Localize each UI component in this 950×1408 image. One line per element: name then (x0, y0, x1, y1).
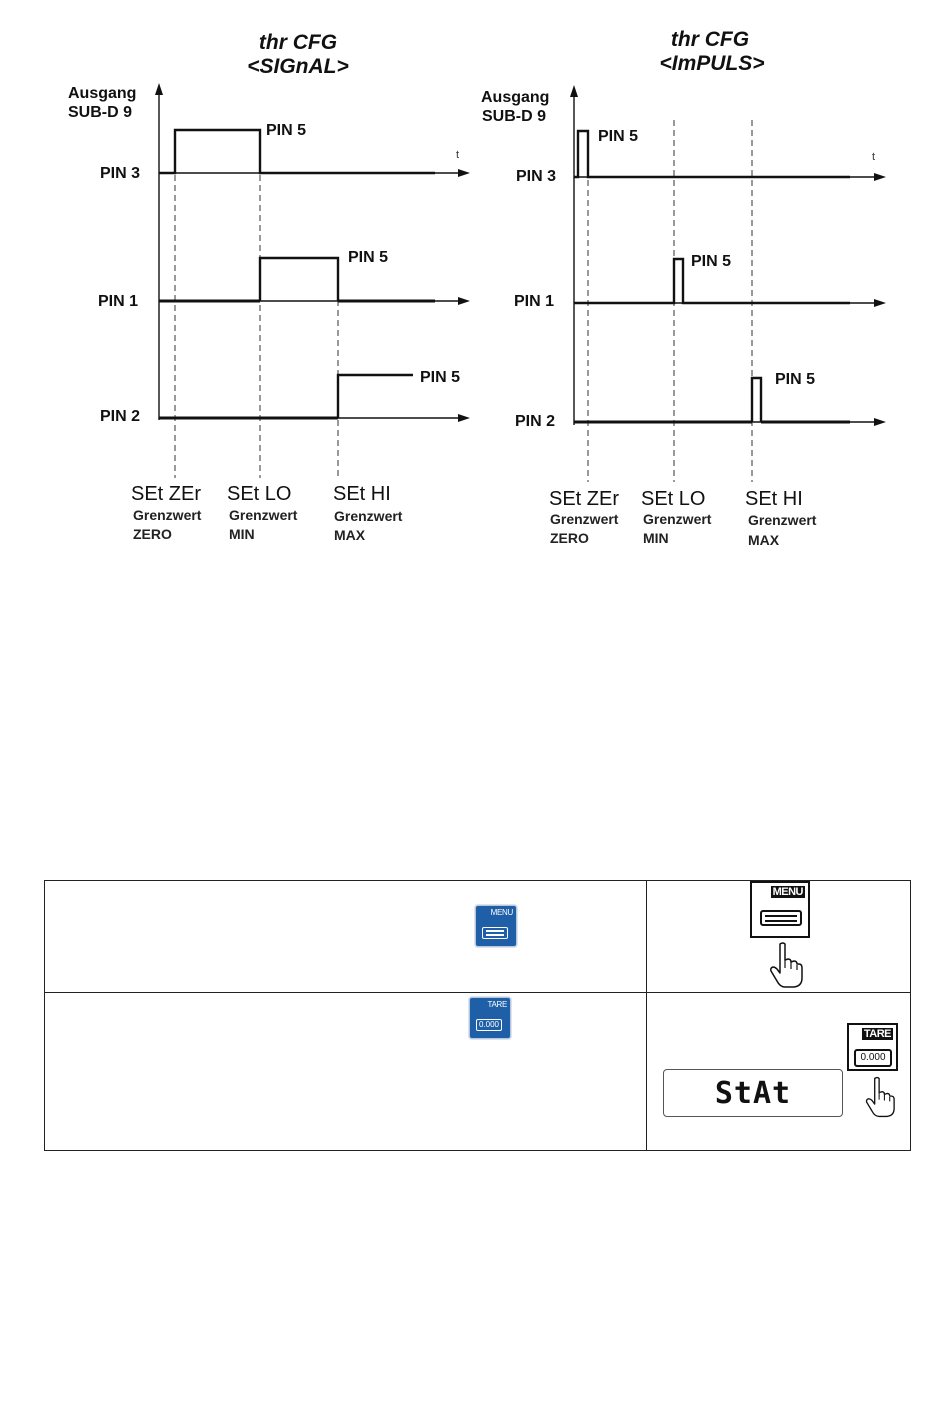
time-axis-arrow-pin1 (458, 297, 470, 305)
time-label: t (872, 151, 876, 163)
instruction-row-tare (45, 993, 911, 1151)
tare-button-value: 0.000 (854, 1049, 892, 1067)
tare-key-label: TARE (487, 1000, 507, 1009)
event-line2-min: Grenzwert (229, 507, 298, 523)
event-line2-max: Grenzwert (748, 512, 817, 528)
output-label-pin3: PIN 5 (266, 122, 307, 139)
pin-label-pin3: PIN 3 (516, 168, 557, 185)
output-label-pin2: PIN 5 (775, 371, 816, 388)
event-line3-max: MAX (334, 527, 366, 543)
instruction-text-cell (45, 993, 647, 1151)
pin-label-pin1: PIN 1 (514, 293, 555, 310)
event-line3-min: MIN (229, 526, 255, 542)
instruction-visual-cell (647, 881, 911, 993)
time-label: t (456, 149, 460, 161)
instruction-row-menu (45, 881, 911, 993)
timing-diagram-impuls-svg (470, 0, 950, 560)
instruction-visual-cell (647, 993, 911, 1151)
event-name-zero: SEt ZEr (549, 488, 620, 510)
pin-label-pin1: PIN 1 (98, 293, 139, 310)
menu-button-symbol (760, 910, 802, 926)
vertical-axis-arrow (570, 85, 578, 97)
vertical-axis-arrow (155, 83, 163, 95)
diagram-title-line1: thr CFG (670, 28, 750, 51)
menu-button-label: MENU (772, 886, 803, 898)
tare-button-label: TARE (863, 1028, 891, 1040)
output-label-pin2: PIN 5 (420, 369, 461, 386)
instruction-text (45, 993, 646, 1009)
timing-diagram-impuls (470, 0, 950, 560)
display-text: StAt (714, 1075, 792, 1111)
event-line2-min: Grenzwert (643, 511, 712, 527)
event-line2-max: Grenzwert (334, 508, 403, 524)
pin-label-pin3: PIN 3 (100, 165, 141, 182)
event-line3-min: MIN (643, 530, 669, 546)
pin-label-pin2: PIN 2 (100, 408, 141, 425)
menu-key-symbol (482, 927, 508, 939)
pointing-hand-icon (865, 1075, 895, 1119)
axis-title-line1: Ausgang (481, 89, 550, 106)
diagram-title-line2: <ImPULS> (659, 52, 765, 75)
event-name-min: SEt LO (641, 488, 706, 510)
tare-key-icon (469, 997, 511, 1039)
output-label-pin1: PIN 5 (691, 253, 732, 270)
time-axis-arrow-pin3 (874, 173, 886, 181)
event-line3-zero: ZERO (550, 530, 589, 546)
diagram-title-line2: <SIGnAL> (247, 55, 349, 78)
output-label-pin3: PIN 5 (598, 128, 639, 145)
instruction-text (45, 881, 646, 897)
timing-diagram-signal (0, 0, 480, 560)
axis-title-line2: SUB-D 9 (482, 108, 547, 125)
signal-pin2 (338, 375, 413, 418)
tare-button[interactable] (847, 1023, 898, 1071)
event-line3-zero: ZERO (133, 526, 172, 542)
time-axis-arrow-pin3 (458, 169, 470, 177)
output-label-pin1: PIN 5 (348, 249, 389, 266)
pin-label-pin2: PIN 2 (515, 413, 556, 430)
event-name-max: SEt HI (333, 483, 391, 505)
instruction-text-cell (45, 881, 647, 993)
signal-pin1 (260, 258, 338, 301)
time-axis-arrow-pin2 (874, 418, 886, 426)
event-name-zero: SEt ZEr (131, 483, 202, 505)
menu-button[interactable] (750, 881, 810, 938)
pointing-hand-icon (769, 941, 803, 989)
menu-key-icon (475, 905, 517, 947)
diagram-title-line1: thr CFG (258, 31, 338, 54)
axis-title-line1: Ausgang (68, 85, 137, 102)
menu-key-label: MENU (490, 908, 513, 917)
instruction-table (44, 880, 911, 1151)
event-line2-zero: Grenzwert (133, 507, 202, 523)
event-name-max: SEt HI (745, 488, 803, 510)
tare-key-value: 0.000 (476, 1019, 502, 1031)
signal-pin2 (752, 378, 761, 422)
event-line3-max: MAX (748, 532, 780, 548)
event-name-min: SEt LO (227, 483, 292, 505)
axis-title-line2: SUB-D 9 (68, 104, 133, 121)
time-axis-arrow-pin1 (874, 299, 886, 307)
time-axis-arrow-pin2 (458, 414, 470, 422)
scale-display (663, 1069, 843, 1117)
timing-diagram-signal-svg (0, 0, 480, 560)
event-line2-zero: Grenzwert (550, 511, 619, 527)
